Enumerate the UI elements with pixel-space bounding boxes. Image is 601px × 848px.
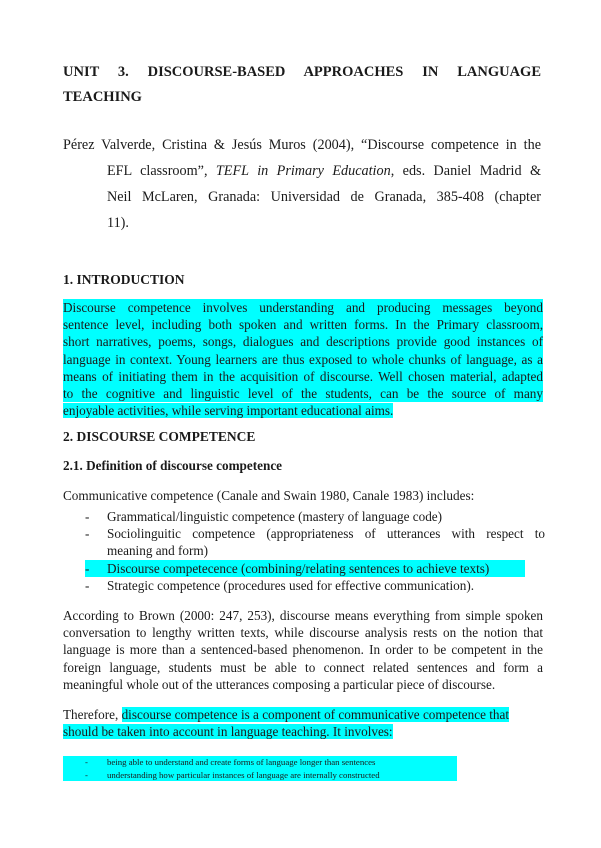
unit-title-line-1: UNIT 3. DISCOURSE-BASED APPROACHES IN LANGUAGE bbox=[63, 64, 541, 80]
involves-dash: - bbox=[85, 769, 88, 780]
intro-sentence: Communicative competence (Canale and Swain 1980, Canale 1983) includes: bbox=[63, 488, 475, 503]
intro-line-7-text: enjoyable activities, while serving important educational aims. bbox=[63, 403, 394, 419]
intro-line-3: short narratives, poems, songs, dialogues and descriptions provide good instances of bbox=[63, 334, 543, 350]
involves-item-text: understanding how particular instances of language are internally constructed bbox=[107, 769, 380, 780]
reference-line-3: Neil McLaren, Granada: Universidad de Granada, 385-408 (chapter bbox=[107, 189, 541, 205]
list-item-text: Strategic competence (procedures used for effective communication). bbox=[107, 577, 475, 593]
involves-item bbox=[63, 756, 457, 769]
reference-line-2 bbox=[63, 158, 541, 184]
brown-line-3: language is more than a sentenced-based phenomenon. In order to be competent in the bbox=[63, 642, 543, 658]
list-item-text: Discourse competecence (combining/relating sentences to achieve texts) bbox=[107, 560, 490, 576]
reference-line-2-a: EFL classroom”, bbox=[107, 163, 216, 179]
therefore-lead: Therefore, bbox=[63, 707, 122, 722]
introduction-heading: 1. INTRODUCTION bbox=[63, 272, 185, 287]
brown-line-2: conversation to lengthy written texts, while discourse analysis rests on the notion that bbox=[63, 625, 543, 641]
list-dash: - bbox=[85, 509, 90, 524]
definition-subheading: 2.1. Definition of discourse competence bbox=[63, 458, 283, 473]
intro-line-4: language in context. Young learners are thus exposed to whole chunks of language, as a bbox=[63, 351, 543, 367]
list-item-text-continued: meaning and form) bbox=[107, 543, 209, 559]
intro-line-7 bbox=[63, 402, 543, 419]
intro-line-2: sentence level, including both spoken and written forms. In the Primary classroom, bbox=[63, 317, 543, 333]
intro-line-6: to the cognitive and linguistic level of the students, can be the source of many bbox=[63, 386, 543, 402]
unit-title-line-2: TEACHING bbox=[63, 89, 142, 105]
unit-title bbox=[63, 60, 541, 110]
involves-list bbox=[63, 756, 457, 781]
list-dash: - bbox=[85, 560, 90, 576]
list-dash: - bbox=[85, 577, 90, 593]
list-item bbox=[85, 508, 545, 525]
book-title: TEFL in Primary Education bbox=[215, 163, 391, 179]
list-dash: - bbox=[85, 526, 90, 542]
brown-line-5: meaningful whole out of the utterances composing a particular piece of discourse. bbox=[63, 676, 496, 692]
involves-item-text: being able to understand and create forms of language longer than sentences bbox=[107, 757, 376, 767]
discourse-competence-heading: 2. DISCOURSE COMPETENCE bbox=[63, 429, 256, 444]
therefore-highlight-1: discourse competence is a component of communicative competence that bbox=[121, 707, 509, 722]
brown-paragraph bbox=[63, 607, 543, 693]
intro-line-5: means of initiating them in the acquisition of discourse. Well chosen material, adapted bbox=[63, 368, 543, 384]
involves-item bbox=[63, 769, 457, 782]
list-item bbox=[85, 525, 545, 559]
introduction-paragraph bbox=[63, 299, 543, 419]
brown-line-4: foreign language, students must be able to connect related sentences and form a bbox=[63, 659, 543, 675]
bibliographic-reference bbox=[63, 132, 541, 236]
brown-line-1: According to Brown (2000: 247, 253), discourse means everything from simple spoken bbox=[63, 608, 543, 623]
list-item bbox=[85, 577, 545, 594]
reference-line-1: Pérez Valverde, Cristina & Jesús Muros (2004), “Discourse competence in the bbox=[63, 137, 541, 153]
competence-list bbox=[85, 508, 545, 594]
therefore-highlight-2: should be taken into account in language teaching. It involves: bbox=[63, 724, 393, 740]
list-item-text: Sociolinguitic competence (appropriateness of utterances with respect to bbox=[107, 526, 545, 542]
list-item-text: Grammatical/linguistic competence (mastery of language code) bbox=[107, 509, 443, 524]
therefore-line-2 bbox=[63, 723, 543, 740]
reference-line-2-c: , eds. Daniel Madrid & bbox=[390, 163, 541, 179]
involves-dash: - bbox=[85, 757, 88, 767]
therefore-paragraph bbox=[63, 706, 543, 740]
communicative-competence-intro bbox=[63, 487, 543, 504]
intro-line-1: Discourse competence involves understanding and producing messages beyond bbox=[63, 300, 543, 315]
reference-line-4: 11). bbox=[107, 215, 129, 231]
therefore-line-1 bbox=[63, 706, 543, 723]
list-item-highlighted bbox=[85, 560, 525, 577]
